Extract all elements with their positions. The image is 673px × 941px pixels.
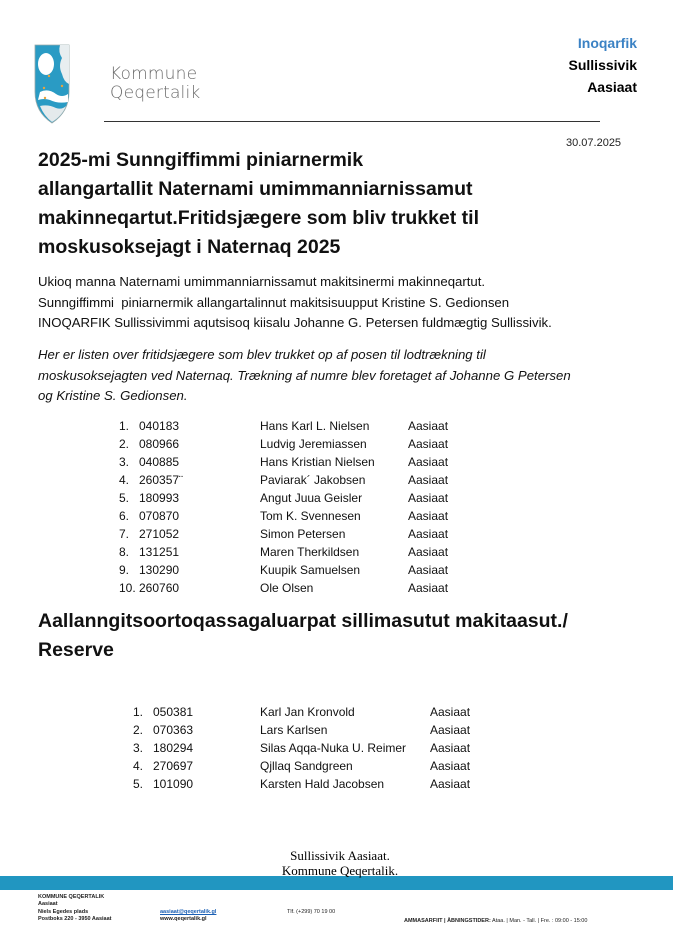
list-number: 8. (119, 545, 130, 559)
list-number: 5. (119, 491, 130, 505)
hunter-code: 050381 (153, 705, 194, 719)
signature-line: Kommune Qeqertalik. (281, 863, 399, 878)
title-line: allangartallit Naternami umimmanniarnissamut (38, 178, 473, 200)
list-number: 2. (119, 437, 130, 451)
hunter-name: Ludvig Jeremiassen (260, 437, 367, 451)
hunter-code: 260760 (139, 581, 180, 595)
hunter-code: 270697 (153, 759, 194, 773)
list-number: 2. (133, 723, 144, 737)
hunter-code: 070363 (153, 723, 194, 737)
footer-hours-text: Ataa. | Man. - Tall. | Fre. : 09:00 - 15:00 (492, 918, 588, 924)
hunter-town: Aasiaat (408, 509, 449, 523)
hunter-name: Karl Jan Kronvold (260, 705, 355, 719)
hunter-town: Aasiaat (408, 581, 449, 595)
header-divider (104, 121, 600, 122)
footer-address-line: Niels Egedes plads (38, 908, 89, 915)
footer-org-name: KOMMUNE QEQERTALIK (38, 894, 105, 900)
footer-website[interactable]: www.qeqertalik.gl (160, 916, 207, 923)
list-number: 9. (119, 563, 130, 577)
document-title (38, 146, 558, 262)
hunter-name: Ole Olsen (260, 581, 314, 595)
title-line: makinneqartut.Fritidsjægere som bliv trukket til (38, 207, 480, 229)
hunter-code: 260357¨ (139, 473, 184, 487)
department-name: Inoqarfik (577, 35, 637, 51)
hunter-name: Hans Kristian Nielsen (260, 455, 375, 469)
reserve-heading-line: Aallanngitsoortoqassagaluarpat sillimasutut makitaasut./ (38, 610, 568, 632)
municipality-logo-text (110, 65, 200, 103)
hunter-town: Aasiaat (430, 741, 471, 755)
hunter-code: 080966 (139, 437, 180, 451)
reserve-heading (38, 607, 638, 665)
intro-line: Sunngiffimmi piniarnermik allangartalinnut makitsisuupput Kristine S. Gedionsen (38, 294, 510, 310)
list-number: 3. (119, 455, 130, 469)
hunter-town: Aasiaat (408, 437, 449, 451)
hunter-town: Aasiaat (408, 491, 449, 505)
list-number: 10. (119, 581, 136, 595)
footer-hours-label: AMMASARFIIT | ÅBNINGSTIDER: (404, 918, 491, 924)
signature-block (200, 848, 480, 878)
footer-org-town: Aasiaat (38, 901, 58, 908)
note-line: og Kristine S. Gedionsen. (38, 388, 188, 403)
hunter-name: Angut Juua Geisler (260, 491, 363, 505)
hunter-town: Aasiaat (430, 759, 471, 773)
footer-phone: Tlf. (+299) 70 19 00 (287, 909, 336, 915)
hunter-name: Qjllaq Sandgreen (260, 759, 353, 773)
list-number: 4. (133, 759, 144, 773)
document-date: 30.07.2025 (566, 137, 622, 149)
list-number: 1. (119, 419, 130, 433)
hunter-name: Karsten Hald Jacobsen (260, 777, 385, 791)
footer-bar (0, 876, 673, 890)
footer-address (38, 894, 111, 923)
note-line: Her er listen over fritidsjægere som blev trukket op af posen til lodtrækning til (38, 347, 486, 362)
reserve-heading-line: Reserve (38, 639, 114, 661)
list-number: 7. (119, 527, 130, 541)
list-number: 6. (119, 509, 130, 523)
hunter-code: 040183 (139, 419, 180, 433)
footer-address-line: Postboks 220 - 3950 Aasiaat (38, 915, 112, 922)
hunter-town: Aasiaat (430, 705, 471, 719)
intro-paragraph (38, 272, 648, 334)
hunter-town: Aasiaat (408, 545, 449, 559)
hunter-code: 180993 (139, 491, 180, 505)
hunter-code: 131251 (139, 545, 180, 559)
intro-line: INOQARFIK Sullissivimmi aqutsisoq kiisalu Johanne G. Petersen fuldmægtig Sullissivik. (38, 315, 552, 330)
hunter-code: 271052 (139, 527, 180, 541)
hunter-name: Maren Therkildsen (260, 545, 360, 559)
footer-opening-hours (404, 918, 587, 924)
intro-line: Ukioq manna Naternami umimmanniarnissamut makitsinermi makinneqartut. (38, 274, 486, 289)
hunter-town: Aasiaat (408, 419, 449, 433)
municipality-logo-shield-icon (34, 44, 70, 124)
hunter-code: 130290 (139, 563, 180, 577)
hunter-name: Silas Aqqa-Nuka U. Reimer (260, 741, 407, 755)
hunter-name: Simon Petersen (260, 527, 346, 541)
hunter-code: 040885 (139, 455, 180, 469)
title-line: 2025-mi Sunngiffimmi piniarnermik (38, 149, 364, 171)
list-number: 4. (119, 473, 130, 487)
hunter-name: Kuupik Samuelsen (260, 563, 361, 577)
hunter-town: Aasiaat (408, 455, 449, 469)
list-number: 3. (133, 741, 144, 755)
signature-line: Sullissivik Aasiaat. (290, 848, 390, 863)
hunter-name: Paviarak´ Jakobsen (260, 473, 366, 487)
department-block (569, 32, 637, 98)
hunter-town: Aasiaat (430, 723, 471, 737)
note-line: moskusoksejagten ved Naternaq. Trækning af numre blev foretaget af Johanne G Petersen (38, 367, 571, 383)
hunter-name: Tom K. Svennesen (260, 509, 361, 523)
hunter-town: Aasiaat (408, 527, 449, 541)
hunter-town: Aasiaat (430, 777, 471, 791)
hunter-town: Aasiaat (408, 563, 449, 577)
hunter-name: Lars Karlsen (260, 723, 328, 737)
footer-contact (160, 909, 216, 924)
title-line: moskusoksejagt i Naternaq 2025 (38, 236, 341, 258)
danish-note-paragraph (38, 345, 648, 407)
list-number: 5. (133, 777, 144, 791)
hunter-town: Aasiaat (408, 473, 449, 487)
footer-email-link[interactable]: aasiaat@qeqertalik.gl (160, 909, 217, 915)
logo-line-1: Kommune (110, 64, 198, 84)
hunter-name: Hans Karl L. Nielsen (260, 419, 370, 433)
list-number: 1. (133, 705, 144, 719)
unit-name: Sullissivik (568, 57, 637, 73)
hunter-code: 101090 (153, 777, 194, 791)
hunter-code: 180294 (153, 741, 194, 755)
hunter-code: 070870 (139, 509, 180, 523)
town-name: Aasiaat (587, 79, 637, 95)
logo-line-2: Qeqertalik (110, 83, 201, 103)
